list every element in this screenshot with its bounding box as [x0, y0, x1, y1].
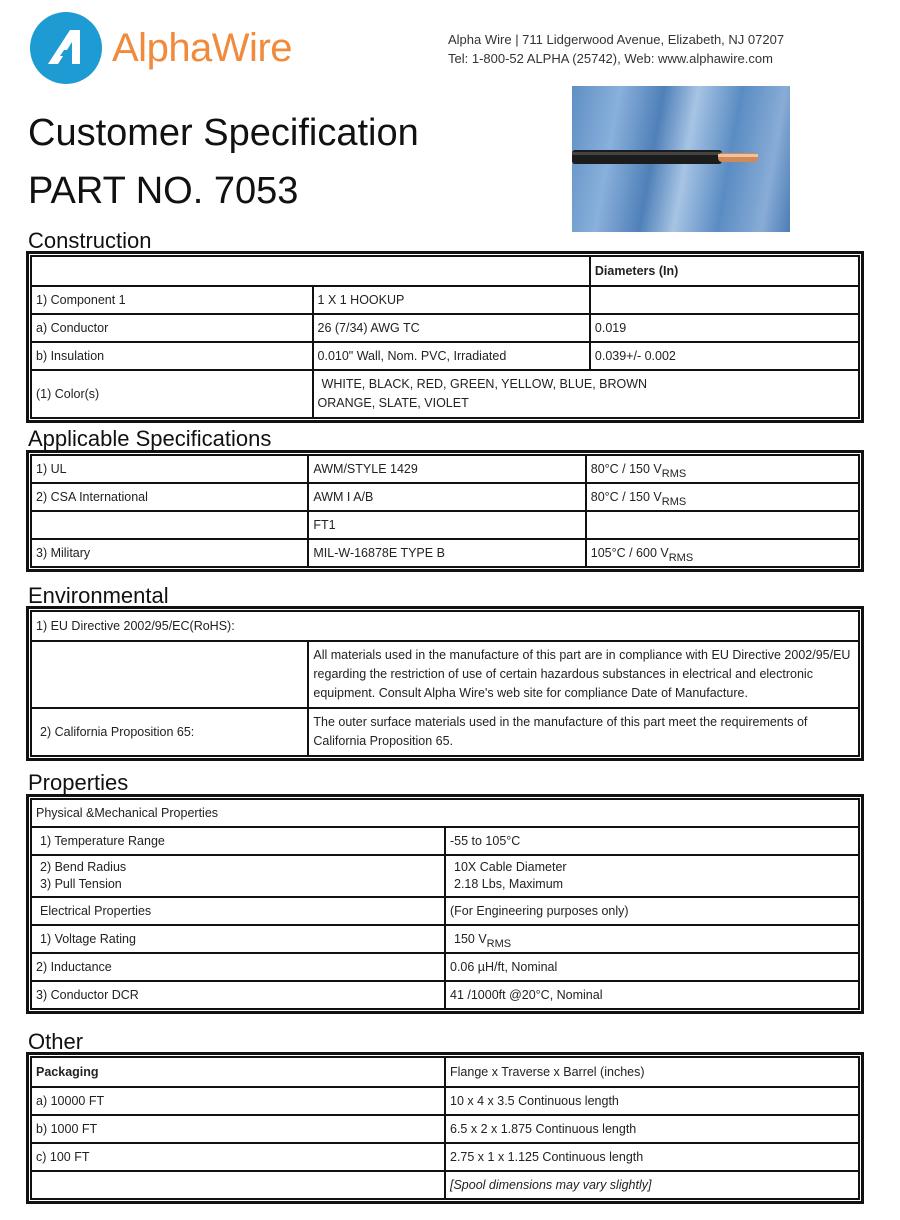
- company-contact: Tel: 1-800-52 ALPHA (25742), Web: www.alphawire.com: [448, 51, 773, 66]
- part-number: PART NO. 7053: [28, 170, 299, 212]
- table-row: b) 1000 FT 6.5 x 2 x 1.875 Continuous length: [31, 1115, 859, 1143]
- spool-note: [Spool dimensions may vary slightly]: [445, 1171, 859, 1199]
- table-row: 3) Military MIL-W-16878E TYPE B 105°C / 600 VRMS: [31, 539, 859, 567]
- physical-header: Physical &Mechanical Properties: [31, 799, 859, 827]
- table-row: FT1: [31, 511, 859, 539]
- table-row: 1) Temperature Range -55 to 105°C: [31, 827, 859, 855]
- table-row: 2) CSA International AWM I A/B 80°C / 150 VRMS: [31, 483, 859, 511]
- table-row: 2) Inductance 0.06 µH/ft, Nominal: [31, 953, 859, 981]
- table-row: 3) Conductor DCR 41 /1000ft @20°C, Nominal: [31, 981, 859, 1009]
- other-table: [26, 1052, 864, 1204]
- color-row: (1) Color(s) WHITE, BLACK, RED, GREEN, YELLOW, BLUE, BROWN ORANGE, SLATE, VIOLET: [31, 370, 859, 418]
- specs-table: [26, 450, 864, 572]
- table-row: Packaging Flange x Traverse x Barrel (inches): [31, 1057, 859, 1087]
- table-row: c) 100 FT 2.75 x 1 x 1.125 Continuous length: [31, 1143, 859, 1171]
- packaging-header: Packaging: [31, 1057, 445, 1087]
- environmental-table: [26, 606, 864, 761]
- table-row: Electrical Properties (For Engineering purposes only): [31, 897, 859, 925]
- logo-wordmark: AlphaWire: [112, 26, 293, 70]
- table-row: 1) UL AWM/STYLE 1429 80°C / 150 VRMS: [31, 455, 859, 483]
- environmental-heading: Environmental: [28, 583, 169, 608]
- colors-line-1: WHITE, BLACK, RED, GREEN, YELLOW, BLUE, BROWN: [321, 377, 648, 391]
- properties-heading: Properties: [28, 770, 129, 795]
- table-row: All materials used in the manufacture of this part are in compliance with EU Directive 2002/95/EU regarding the restriction of use of certain hazardous substances in electrical and electronic equipment. Consult Alpha Wire's web site for compliance Date of Manufacture.: [31, 641, 859, 708]
- page-title: Customer Specification: [28, 112, 419, 154]
- table-row: b) Insulation 0.010" Wall, Nom. PVC, Irradiated 0.039+/- 0.002: [31, 342, 859, 370]
- construction-heading: Construction: [28, 228, 152, 253]
- table-row: 2) California Proposition 65: The outer surface materials used in the manufacture of this part meet the requirements of California Proposition 65.: [31, 708, 859, 756]
- table-row: [31, 1171, 859, 1199]
- table-row: a) Conductor 26 (7/34) AWG TC 0.019: [31, 314, 859, 342]
- specs-heading: Applicable Specifications: [28, 426, 272, 451]
- table-row: a) 10000 FT 10 x 4 x 3.5 Continuous length: [31, 1087, 859, 1115]
- alphawire-logo: [30, 8, 310, 88]
- logo-mark-icon: [30, 12, 102, 84]
- company-address: Alpha Wire | 711 Lidgerwood Avenue, Elizabeth, NJ 07207: [448, 32, 785, 47]
- table-row: 1) Voltage Rating 150 VRMS: [31, 925, 859, 953]
- construction-table: [26, 251, 864, 423]
- diameters-header: Diameters (In): [590, 256, 859, 286]
- product-photo: [572, 86, 790, 232]
- table-row: 2) Bend Radius 3) Pull Tension 10X Cable Diameter 2.18 Lbs, Maximum: [31, 855, 859, 897]
- table-row: 1) EU Directive 2002/95/EC(RoHS):: [31, 611, 859, 641]
- colors-line-2: ORANGE, SLATE, VIOLET: [317, 396, 469, 410]
- company-info: [448, 30, 784, 68]
- table-row: 1) Component 1 1 X 1 HOOKUP: [31, 286, 859, 314]
- other-heading: Other: [28, 1029, 84, 1054]
- properties-table: [26, 794, 864, 1014]
